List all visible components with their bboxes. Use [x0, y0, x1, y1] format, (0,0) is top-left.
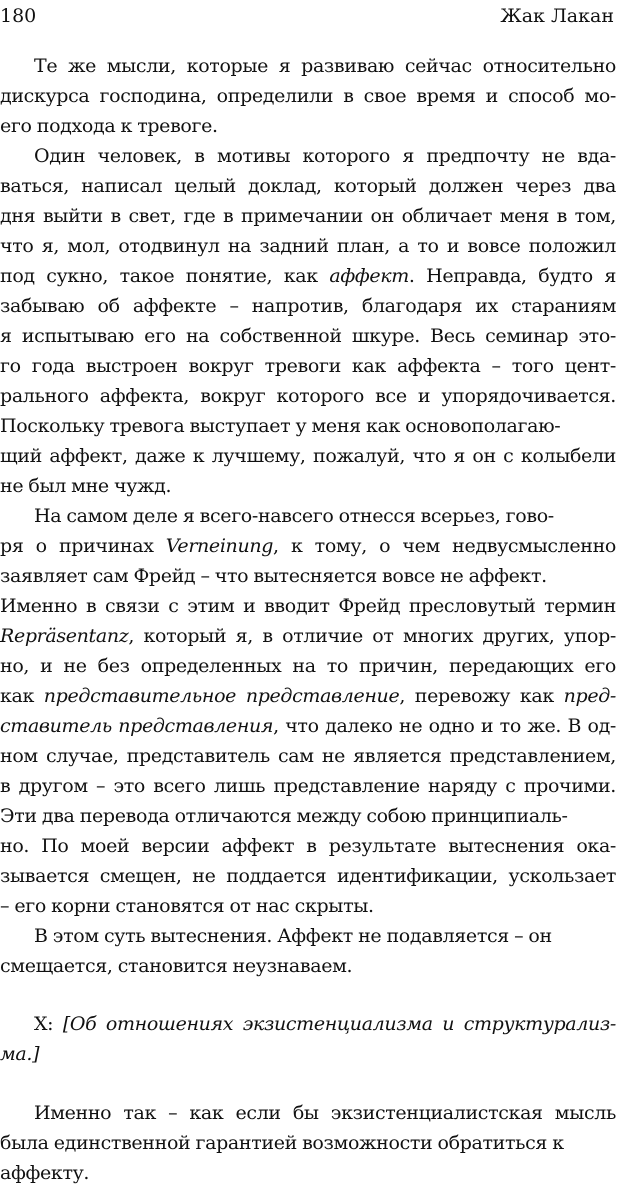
text-line: ном случае, представитель сам не является представлением, [0, 745, 616, 767]
text-line: – его корни становятся от нас скрыты. [0, 895, 374, 917]
text-line: была единственной гарантией возможности обратиться к [0, 1132, 564, 1154]
speaker-label: X: [34, 1013, 63, 1035]
italic-term: Verneinung [165, 535, 274, 557]
text-line: как представительное представление, перевожу как пред- [0, 685, 616, 707]
running-header [0, 0, 620, 32]
text-line: зывается смещен, не поддается идентификации, ускользает [0, 865, 616, 887]
text-line: но, и не без определенных на то причин, передающих его [0, 655, 616, 677]
text-line: На самом деле я всего-навсего отнесся всерьез, гово- [34, 505, 554, 527]
text-line: Эти два перевода отличаются между собою принципиаль- [0, 805, 568, 827]
text-line: ставитель представления, что далеко не одно и то же. В од- [0, 715, 616, 737]
text-line: в другом – это всего лишь представление наряду с прочими. [0, 775, 616, 797]
text-line: Один человек, в мотивы которого я предпочту не вда- [34, 145, 616, 167]
italic-term: Repräsentanz [0, 625, 129, 647]
running-title: Жак Лакан [500, 5, 614, 27]
text-line: но. По моей версии аффект в результате вытеснения ока- [0, 835, 616, 857]
italic-term: представительное представление [43, 685, 400, 707]
italic-remark: [Об отношениях экзистенциализма и структурализ- [62, 1013, 617, 1035]
text-line: В этом суть вытеснения. Аффект не подавляется – он [34, 925, 552, 947]
text-line: Поскольку тревога выступает у меня как основополагаю- [0, 415, 561, 437]
text-line: смещается, становится неузнаваем. [0, 955, 353, 977]
italic-term: аффект [329, 265, 409, 287]
text-line: Именно так – как если бы экзистенциалистская мысль [34, 1102, 616, 1124]
text-line: ря о причинах Verneinung, к тому, о чем недвусмысленно [0, 535, 616, 557]
text-line: аффекту. [0, 1162, 90, 1184]
text-line: ваться, написал целый доклад, который должен через два [0, 175, 616, 197]
text-line [0, 1009, 620, 1039]
italic-term: ставитель представления [0, 715, 274, 737]
text-line: Repräsentanz, который я, в отличие от многих других, упор- [0, 625, 616, 647]
text-line: не был мне чужд. [0, 475, 172, 497]
text-line: под сукно, такое понятие, как аффект. Неправда, будто я [0, 265, 616, 287]
text-line: щий аффект, даже к лучшему, пожалуй, что я он с колыбели [0, 445, 616, 467]
text-line: я испытываю его на собственной шкуре. Весь семинар это- [0, 325, 616, 347]
italic-remark: ма.] [0, 1043, 40, 1065]
text-line: рального аффекта, вокруг которого все и упорядочивается. [0, 385, 616, 407]
spacer [0, 1069, 620, 1098]
text-line: го года выстроен вокруг тревоги как аффекта – того цент- [0, 355, 616, 377]
page-number: 180 [0, 5, 37, 27]
text-line: Те же мысли, которые я развиваю сейчас относительно [34, 55, 616, 77]
body-text [0, 51, 620, 1188]
text-line: что я, мол, отодвинул на задний план, а то и вовсе положил [0, 235, 616, 257]
text-line [0, 1039, 620, 1069]
text-line: дня выйти в свет, где в примечании он обличает меня в том, [0, 205, 616, 227]
text-line: забываю об аффекте – напротив, благодаря их стараниям [0, 295, 616, 317]
text-line: его подхода к тревоге. [0, 115, 218, 137]
text-line: дискурса господина, определили в свое время и способ мо- [0, 85, 616, 107]
italic-term: пред- [563, 685, 616, 707]
text-line: Именно в связи с этим и вводит Фрейд пресловутый термин [0, 595, 616, 617]
text-line: заявляет сам Фрейд – что вытесняется вовсе не аффект. [0, 565, 547, 587]
spacer [0, 981, 620, 1009]
